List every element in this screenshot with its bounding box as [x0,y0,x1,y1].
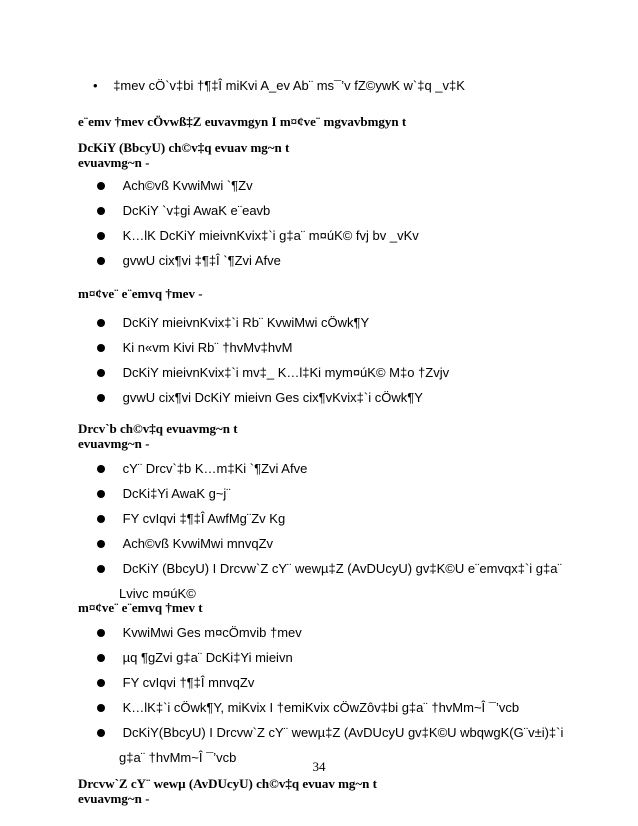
list-item: DcKiY (BbcyU) I Drcvw`Z cY¨ wewµ‡Z (AvDUcyU) gv‡K©U e¨emvqx‡`i g‡a¨ [97,561,562,576]
group2-title: Drcv`b ch©v‡q evuavmg~n t [78,421,238,436]
bullet-icon [97,679,105,687]
list-item: Ach©vß KvwiMwi mnvqZv [97,536,273,551]
group1-title: DcKiY (BbcyU) ch©v‡q evuav mg~n t [78,140,290,155]
group2-solutions-title: m¤¢ve¨ e¨emvq †mev t [78,600,203,615]
bullet-icon [97,257,105,265]
group1-solutions-title: m¤¢ve¨ e¨emvq †mev - [78,286,203,301]
list-item: DcKi‡Yi AwaK g~j¨ [97,486,231,501]
bullet-icon [97,704,105,712]
group1-subtitle: evuavmg~n - [78,155,150,170]
bullet-icon [97,394,105,402]
bullet-icon [97,344,105,352]
bullet-icon [97,369,105,377]
list-item: cY¨ Drcv`‡b K…m‡Ki `¶Zvi Afve [97,461,307,476]
bullet-icon [97,515,105,523]
list-item: Ach©vß KvwiMwi `¶Zv [97,178,253,193]
group3-subtitle: evuavmg~n - [78,791,150,806]
bullet-icon [97,319,105,327]
list-item: gvwU cix¶vi ‡¶‡Î `¶Zvi Afve [97,253,281,268]
list-item: gvwU cix¶vi DcKiY mieivn Ges cix¶vKvix‡`i cÖwk¶Y [97,390,423,405]
bullet-icon [97,465,105,473]
list-item: µq ¶gZvi g‡a¨ DcKi‡Yi mieivn [97,650,293,665]
bullet-icon [97,565,105,573]
list-item: Ki n«vm Kivi Rb¨ †hvMv‡hvM [97,340,292,355]
list-item: DcKiY(BbcyU) I Drcvw`Z cY¨ wewµ‡Z (AvDUcyU gv‡K©U wbqwgK(G¨v±i)‡`i [97,725,563,740]
list-item: KvwiMwi Ges m¤cÖmvib †mev [97,625,302,640]
bullet-icon [97,182,105,190]
list-item: K…lK‡`i cÖwk¶Y, miKvix I †emiKvix cÖwZôv‡bi g‡a¨ †hvMm~Î ¯’vcb [97,700,519,715]
group3-title: Drcvw`Z cY¨ wewµ (AvDUcyU) ch©v‡q evuav mg~n t [78,776,377,791]
bullet-icon [97,629,105,637]
list-item: FY cvIqvi †¶‡Î mnvqZv [97,675,254,690]
bullet-icon [97,490,105,498]
intro-bullet [93,78,465,93]
group2-subtitle: evuavmg~n - [78,436,150,451]
bullet-icon [93,78,98,93]
page-number: 34 [312,759,326,774]
list-item: DcKiY mieivnKvix‡`i Rb¨ KvwiMwi cÖwk¶Y [97,315,369,330]
bullet-icon [97,540,105,548]
section-heading: e¨emv †mev cÖvwß‡Z euvavmgyn I m¤¢ve¨ mgvavbmgyn t [78,114,407,129]
list-item-continuation: g‡a¨ †hvMm~Î ¯’vcb [119,750,237,765]
list-item: K…lK DcKiY mieivnKvix‡`i g‡a¨ m¤úK© fvj bv _vKv [97,228,419,243]
list-item: FY cvIqvi ‡¶‡Î AwfMg¨Zv Kg [97,511,285,526]
bullet-icon [97,207,105,215]
list-item: DcKiY `v‡gi AwaK e¨eavb [97,203,270,218]
bullet-icon [97,654,105,662]
list-item: DcKiY mieivnKvix‡`i mv‡_ K…l‡Ki mym¤úK© M‡o †Zvjv [97,365,449,380]
list-item-continuation: Lvivc m¤úK© [119,586,196,601]
bullet-icon [97,232,105,240]
intro-bullet-text: ‡mev cÖ`v‡bi †¶‡Î miKvi A_ev Ab¨ ms¯’v fZ©ywK w`‡q _v‡K [113,78,465,93]
bullet-icon [97,729,105,737]
